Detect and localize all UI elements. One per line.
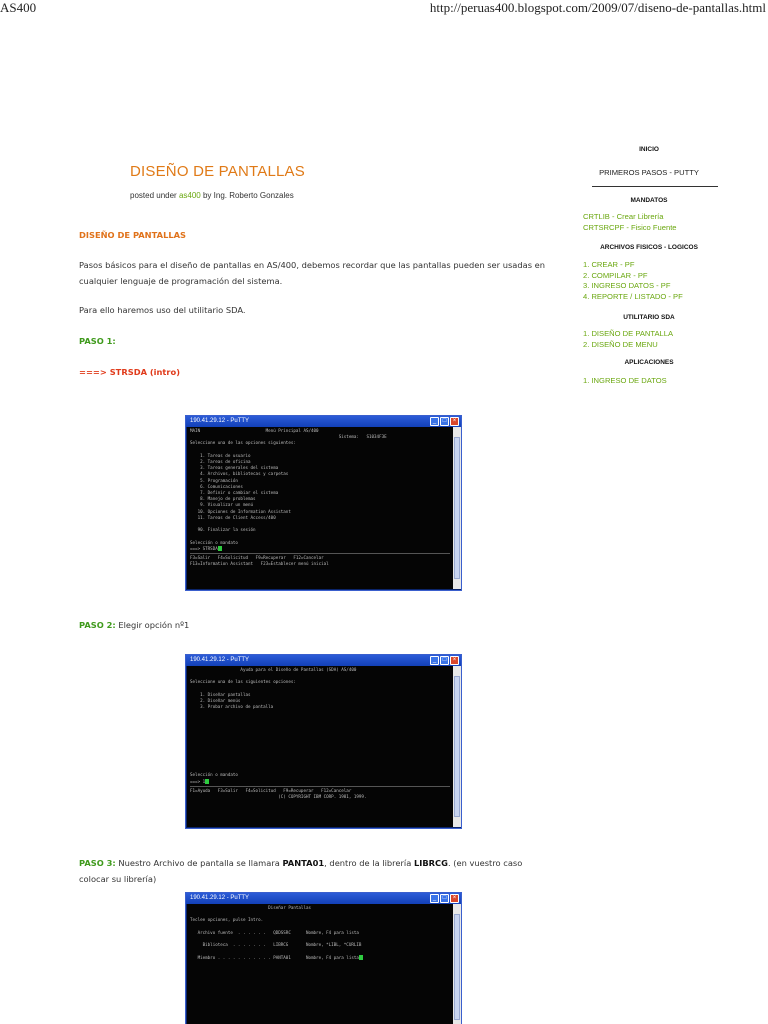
minimize-icon[interactable]: _ bbox=[430, 894, 439, 903]
sidebar-link-diseno-pantalla[interactable]: 1. DISEÑO DE PANTALLA bbox=[583, 329, 674, 338]
scrollbar[interactable] bbox=[453, 904, 461, 1024]
scrollbar-thumb[interactable] bbox=[454, 437, 460, 579]
sidebar-link-reporte-pf[interactable]: 4. REPORTE / LISTADO - PF bbox=[583, 291, 683, 301]
cursor-icon bbox=[218, 546, 222, 551]
putty-window-design-screens bbox=[185, 892, 462, 1024]
paso3-library-name: LIBRCG bbox=[413, 858, 448, 868]
putty-window-sda-menu bbox=[185, 654, 462, 829]
cursor-icon bbox=[359, 955, 363, 960]
sidebar-link-ingreso-pf[interactable]: 3. INGRESO DATOS - PF bbox=[583, 281, 671, 290]
page-header-left: AS400 bbox=[0, 0, 37, 15]
putty-window-main-menu bbox=[185, 415, 462, 591]
scrollbar[interactable] bbox=[453, 666, 461, 827]
maximize-icon[interactable]: □ bbox=[440, 894, 449, 903]
sidebar bbox=[578, 140, 720, 387]
paso3-label: PASO 3: bbox=[79, 858, 116, 868]
close-icon[interactable]: × bbox=[450, 417, 459, 426]
close-icon[interactable]: × bbox=[450, 894, 459, 903]
intro-paragraph: Pasos básicos para el diseño de pantallas en AS/400, debemos recordar que las pantallas pueden ser usadas en cualquier lenguaje de programación del sistema. bbox=[79, 260, 546, 286]
scrollbar[interactable] bbox=[453, 427, 461, 589]
window-title: 190.41.29.12 - PuTTY bbox=[190, 657, 250, 663]
post-meta bbox=[130, 191, 294, 200]
sidebar-link-compilar-pf[interactable]: 2. COMPILAR - PF bbox=[583, 270, 648, 280]
sidebar-heading-aplicaciones: APLICACIONES bbox=[624, 359, 674, 366]
window-titlebar bbox=[186, 655, 461, 666]
close-icon[interactable]: × bbox=[450, 656, 459, 665]
minimize-icon[interactable]: _ bbox=[430, 656, 439, 665]
terminal-screen[interactable] bbox=[187, 666, 453, 827]
page-header-url: http://peruas400.blogspot.com/2009/07/diseno-de-pantallas.html bbox=[429, 0, 766, 15]
paso2-label: PASO 2: bbox=[79, 620, 116, 630]
maximize-icon[interactable]: □ bbox=[440, 656, 449, 665]
sidebar-heading-utilitario: UTILITARIO SDA bbox=[623, 314, 675, 321]
post-title[interactable]: DISEÑO DE PANTALLAS bbox=[130, 163, 305, 180]
meta-prefix: posted under bbox=[130, 191, 177, 200]
window-titlebar bbox=[186, 416, 461, 427]
paso3-text-b: , dentro de la librería bbox=[324, 858, 414, 868]
sidebar-item-primeros-pasos[interactable]: PRIMEROS PASOS - PUTTY bbox=[599, 168, 699, 177]
terminal-text: Diseñar Pantallas Teclee opciones, pulse Intro. Archivo fuente . . . . . . QDDSSRC Nombre, F4 para lista Biblioteca . . . . . . . LIBRCG Nombre, *LIBL, *CURLIB Miembro . . . . . . . . . . . PANTA01 Nombre, F4 para lista bbox=[190, 905, 362, 960]
scrollbar-thumb[interactable] bbox=[454, 914, 460, 1020]
window-title: 190.41.29.12 - PuTTY bbox=[190, 895, 250, 901]
scrollbar-thumb[interactable] bbox=[454, 676, 460, 817]
maximize-icon[interactable]: □ bbox=[440, 417, 449, 426]
paso2-paragraph bbox=[79, 617, 554, 633]
paso1-command: ===> STRSDA (intro) bbox=[79, 367, 180, 377]
paso1-label: PASO 1: bbox=[79, 336, 116, 346]
sidebar-heading-mandatos: MANDATOS bbox=[630, 197, 668, 204]
section-heading: DISEÑO DE PANTALLAS bbox=[79, 230, 187, 240]
terminal-screen[interactable] bbox=[187, 904, 453, 1024]
meta-tag-link[interactable]: as400 bbox=[178, 191, 201, 200]
terminal-text: Ayuda para el Diseño de Pantallas (SDA) AS/400 Seleccione una de las siguientes opciones: 1. Diseñar pantallas 2. Diseñar menús 3. Probar archivo de pantalla Selección o mandato ===> 1 bbox=[190, 667, 357, 784]
window-titlebar bbox=[186, 893, 461, 904]
sidebar-divider bbox=[592, 186, 718, 187]
cursor-icon bbox=[205, 779, 209, 784]
sidebar-heading-archivos: ARCHIVOS FISICOS - LOGICOS bbox=[600, 244, 698, 251]
function-keys: F3=Salir F4=Solicitud F9=Recuperar F12=Cancelar F13=Information Assistant F23=Establecer menú inicial bbox=[190, 555, 329, 567]
paso3-file-name: PANTA01 bbox=[282, 858, 325, 868]
meta-suffix: by Ing. Roberto Gonzales bbox=[202, 191, 294, 200]
paso3-text-c: . (en vuestro caso colocar su librería) bbox=[79, 858, 523, 884]
sidebar-link-ingreso-datos[interactable]: 1. INGRESO DE DATOS bbox=[583, 376, 667, 385]
function-keys: F1=Ayuda F3=Salir F4=Solicitud F9=Recuperar F12=Cancelar (C) COPYRIGHT IBM CORP. 1981, 1999. bbox=[190, 787, 367, 800]
paso2-text: Elegir opción nº1 bbox=[115, 620, 190, 630]
sidebar-link-crtlib[interactable]: CRTLIB - Crear Librería bbox=[583, 212, 664, 221]
paso3-text-a: Nuestro Archivo de pantalla se llamara bbox=[115, 858, 283, 868]
window-title: 190.41.29.12 - PuTTY bbox=[190, 418, 250, 424]
paso3-paragraph bbox=[79, 855, 554, 887]
sidebar-item-inicio[interactable]: INICIO bbox=[639, 146, 659, 153]
intro-sda: Para ello haremos uso del utilitario SDA. bbox=[79, 305, 246, 315]
terminal-screen[interactable] bbox=[187, 427, 453, 589]
sidebar-link-crear-pf[interactable]: 1. CREAR - PF bbox=[583, 260, 635, 269]
terminal-text: MAIN Menú Principal AS/400 Sistema: S1034F3E Seleccione una de las opciones siguientes: 1. Tareas de usuario 2. Tareas de oficina 3. Tareas generales del sistema 4. Archivos, bibliotecas y carpetas 5. Programación 6. Comunicaciones 7. Definir o cambiar el sistema 8. Manejo de problemas 9. Visualizar un menú 10. Opciones de Information Assistant 11. Tareas de Client Access/400 90. Finalizar la sesión Selección o mandato ===> STRSDA bbox=[190, 428, 387, 551]
sidebar-link-crtsrcpf[interactable]: CRTSRCPF - Fisico Fuente bbox=[583, 222, 677, 232]
minimize-icon[interactable]: _ bbox=[430, 417, 439, 426]
sidebar-link-diseno-menu[interactable]: 2. DISEÑO DE MENU bbox=[583, 339, 658, 349]
